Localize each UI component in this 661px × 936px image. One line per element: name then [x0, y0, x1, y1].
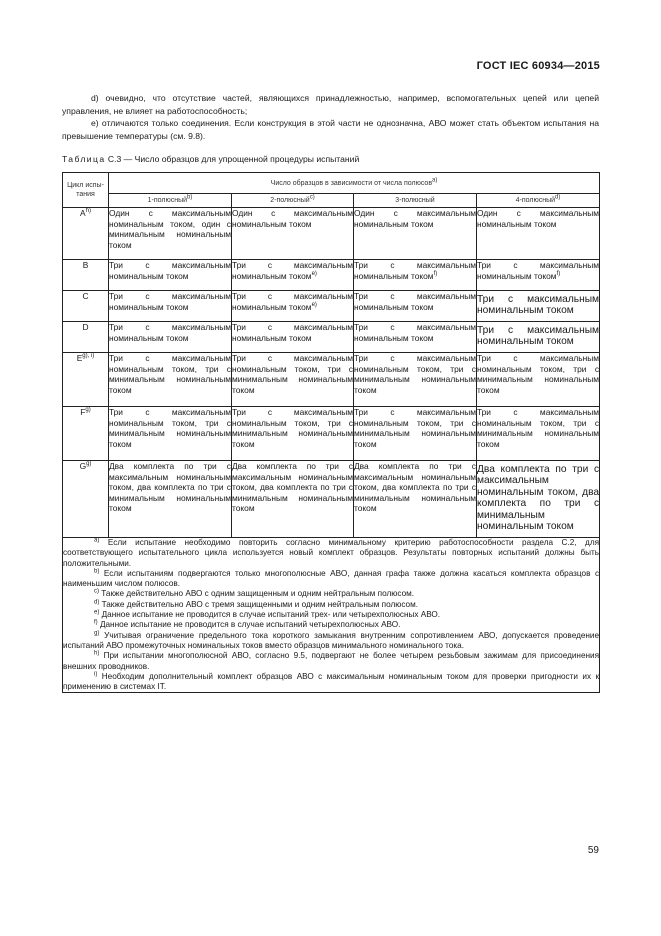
- footnote-text: При испытании многополюсной АВО, согласно 9.5, подвергают не более четырем резьбовым зажимам для присоединения внешних проводников.: [63, 651, 600, 671]
- sample-cell: [109, 461, 232, 538]
- page-number: 59: [587, 845, 599, 856]
- table-row: [63, 260, 600, 291]
- footnote-text: Учитывая ограничение предельного тока короткого замыкания внутренним сопротивлением АВО, допускается проведение испытаний АВО промежуточных номинальных токов вместо образцов минимального номинального тока.: [63, 630, 600, 650]
- cycle-label: B: [82, 260, 89, 270]
- sample-cell: [354, 322, 477, 353]
- cycle-cell: [63, 260, 109, 291]
- pole-header: [232, 194, 354, 208]
- pole-header-label: 1-полюсный: [147, 197, 188, 204]
- pole-header-note: c): [309, 194, 315, 201]
- sample-cell: [232, 461, 354, 538]
- sample-text: Один с максимальным номинальным током, один с минимальным номинальным током: [109, 208, 231, 250]
- cycle-label: D: [82, 322, 89, 332]
- footnote-text: Данное испытание не проводится в случае испытаний трех- или четырехполюсных АВО.: [101, 610, 441, 620]
- sample-cell: [109, 291, 232, 322]
- sample-text: Три с максимальным номинальным током, три с минимальным номинальным током: [232, 407, 353, 449]
- pole-header-note: b): [187, 194, 193, 201]
- sample-cell: [232, 407, 354, 461]
- sample-cell: [109, 260, 232, 291]
- footnote-mark: i): [94, 671, 98, 678]
- cycle-cell: [63, 291, 109, 322]
- sample-cell: [354, 291, 477, 322]
- sample-text: Три с максимальным номинальным током: [232, 291, 353, 312]
- table-caption-label: Таблица: [62, 154, 106, 164]
- footnote: [63, 610, 599, 620]
- cycle-note: g), i): [82, 353, 95, 360]
- sample-cell: [232, 260, 354, 291]
- table-row: [63, 461, 600, 538]
- footnote: [63, 589, 599, 599]
- cycle-cell: [63, 407, 109, 461]
- cycle-note: g): [85, 407, 91, 414]
- sample-text: Три с максимальным номинальным током, три с минимальным номинальным током: [109, 407, 231, 449]
- footnote-text: Данное испытание не проводится в случае испытаний четырехполюсных АВО.: [99, 620, 401, 630]
- sample-cell: [477, 322, 600, 353]
- cycle-label: G: [79, 461, 87, 471]
- sample-cell: [109, 353, 232, 407]
- sample-cell: [109, 407, 232, 461]
- cycle-cell: [63, 461, 109, 538]
- table-caption-text: С.3 — Число образцов для упрощенной процедуры испытаний: [105, 154, 360, 164]
- sample-note: f): [556, 270, 561, 277]
- cycle-label: E: [76, 353, 83, 363]
- sample-text: Три с максимальным номинальным током: [232, 322, 353, 343]
- pole-header-label: 3-полюсный: [395, 197, 435, 204]
- intro-text: [62, 92, 599, 142]
- footnote: [63, 631, 599, 652]
- sample-text: Три с максимальным номинальным током: [354, 260, 476, 281]
- sample-text: Два комплекта по три с максимальным номинальным током, два комплекта по три с минимальным номинальным током: [232, 461, 353, 514]
- footnotes-row: [63, 538, 600, 693]
- sample-text: Три с максимальным номинальным током, три с минимальным номинальным током: [477, 353, 600, 395]
- table-row: [63, 208, 600, 260]
- cycle-cell: [63, 322, 109, 353]
- sample-cell: [232, 353, 354, 407]
- sample-text: Два комплекта по три с максимальным номинальным током, два комплекта по три с минимальным номинальным током: [354, 461, 476, 514]
- footnote-mark: a): [94, 537, 100, 544]
- table-row: [63, 322, 600, 353]
- footnote: [63, 620, 599, 630]
- footnote: [63, 538, 599, 569]
- sample-cell: [477, 407, 600, 461]
- sample-cell: [354, 461, 477, 538]
- cycle-label: C: [82, 291, 89, 301]
- sample-count-header-text: Число образцов в зависимости от числа полюсов: [270, 179, 433, 187]
- sample-text: Три с максимальным номинальным током, три с минимальным номинальным током: [109, 353, 231, 395]
- footnote-mark: e): [94, 609, 100, 616]
- sample-count-header-note: a): [432, 177, 438, 184]
- sample-note: e): [311, 301, 317, 308]
- pole-header: [354, 194, 477, 208]
- sample-text: Три с максимальным номинальным током: [477, 294, 600, 317]
- footnote-text: Также действительно АВО с одним защищенным и одним нейтральным полюсом.: [101, 589, 415, 599]
- footnote-mark: f): [94, 619, 98, 626]
- sample-cell: [109, 208, 232, 260]
- cycle-cell: [63, 208, 109, 260]
- footnote-text: Необходим дополнительный комплект образцов АВО с максимальным номинальным током для проверки пригодности их к применению в системах IT.: [63, 671, 600, 692]
- pole-header: [477, 194, 600, 208]
- sample-text: Один с максимальным номинальным током: [232, 208, 353, 229]
- sample-text: Три с максимальным номинальным током: [109, 260, 231, 281]
- sample-text: Три с максимальным номинальным током: [477, 325, 600, 348]
- footnote-text: Если испытание необходимо повторить согласно минимальному критерию работоспособности раздела С.2, для соответствующего испытательного цикла используется новый комплект образцов. Результаты повторных испытаний должны быть положительными.: [63, 538, 600, 568]
- sample-note: f): [433, 270, 438, 277]
- sample-cell: [354, 407, 477, 461]
- footnote: [63, 651, 599, 672]
- sample-cell: [477, 353, 600, 407]
- footnote: [63, 569, 599, 590]
- pole-header: [109, 194, 232, 208]
- sample-cell: [232, 208, 354, 260]
- table-row: [63, 353, 600, 407]
- sample-text: Три с максимальным номинальным током, три с минимальным номинальным током: [232, 353, 353, 395]
- footnote-mark: c): [94, 588, 99, 595]
- sample-text: Три с максимальным номинальным током: [354, 322, 476, 343]
- cycle-header: Цикл испы-тания: [63, 173, 109, 208]
- footnotes-cell: [63, 538, 600, 693]
- sample-text: Один с максимальным номинальным током: [354, 208, 476, 229]
- sample-cell: [354, 260, 477, 291]
- sample-text: Два комплекта по три с максимальным номинальным током, два комплекта по три с минимальным номинальным током: [477, 464, 600, 533]
- sample-cell: [232, 322, 354, 353]
- sample-cell: [477, 260, 600, 291]
- sample-text: Три с максимальным номинальным током: [477, 260, 600, 281]
- sample-text: Два комплекта по три с максимальным номинальным током, два комплекта по три с минимальным номинальным током: [109, 461, 231, 514]
- footnote: [63, 672, 599, 693]
- footnote-mark: g): [94, 629, 100, 636]
- sample-text: Три с максимальным номинальным током: [109, 322, 231, 343]
- sample-text: Один с максимальным номинальным током: [477, 208, 600, 229]
- footnote-mark: h): [94, 650, 100, 657]
- sample-cell: [232, 291, 354, 322]
- samples-table: [62, 172, 600, 693]
- sample-cell: [109, 322, 232, 353]
- cycle-note: g): [86, 461, 92, 468]
- table-caption: [62, 154, 359, 164]
- pole-header-label: 4-полюсный: [515, 197, 556, 204]
- footnote-text: Также действительно АВО с тремя защищенными и одним нейтральным полюсом.: [101, 599, 419, 609]
- sample-text: Три с максимальным номинальным током: [232, 260, 353, 281]
- sample-count-header: [109, 173, 600, 194]
- cycle-note: h): [85, 208, 91, 215]
- sample-cell: [477, 461, 600, 538]
- sample-cell: [354, 353, 477, 407]
- table-row: [63, 291, 600, 322]
- sample-text: Три с максимальным номинальным током, три с минимальным номинальным током: [477, 407, 600, 449]
- footnote: [63, 600, 599, 610]
- sample-text: Три с максимальным номинальным током, три с минимальным номинальным током: [354, 407, 476, 449]
- footnote-text: Если испытаниям подвергаются только многополюсные АВО, данная графа также должна касаться комплекта образцов с наименьшим числом полюсов.: [63, 568, 600, 589]
- intro-paragraph-d: d) очевидно, что отсутствие частей, являющихся принадлежностью, например, вспомогательных цепей или цепей управления, не влияет на работоспособность;: [62, 93, 599, 116]
- pole-header-note: d): [555, 194, 561, 201]
- sample-cell: [477, 291, 600, 322]
- table-row: [63, 407, 600, 461]
- sample-note: e): [311, 270, 317, 277]
- intro-paragraph-e: e) отличаются только соединения. Если конструкция в этой части не однозначна, АВО может стать объектом испытания на превышение температуры (см. 9.8).: [62, 118, 599, 141]
- pole-header-label: 2-полюсный: [270, 197, 310, 204]
- cycle-label: A: [80, 208, 86, 218]
- footnote-mark: d): [94, 599, 100, 606]
- standard-header: ГОСТ IEC 60934—2015: [476, 60, 600, 72]
- sample-cell: [354, 208, 477, 260]
- cycle-cell: [63, 353, 109, 407]
- cycle-label: F: [80, 407, 86, 417]
- sample-text: Три с максимальным номинальным током: [354, 291, 476, 312]
- sample-text: Три с максимальным номинальным током: [109, 291, 231, 312]
- sample-cell: [477, 208, 600, 260]
- footnote-mark: b): [94, 568, 100, 575]
- sample-text: Три с максимальным номинальным током, три с минимальным номинальным током: [354, 353, 476, 395]
